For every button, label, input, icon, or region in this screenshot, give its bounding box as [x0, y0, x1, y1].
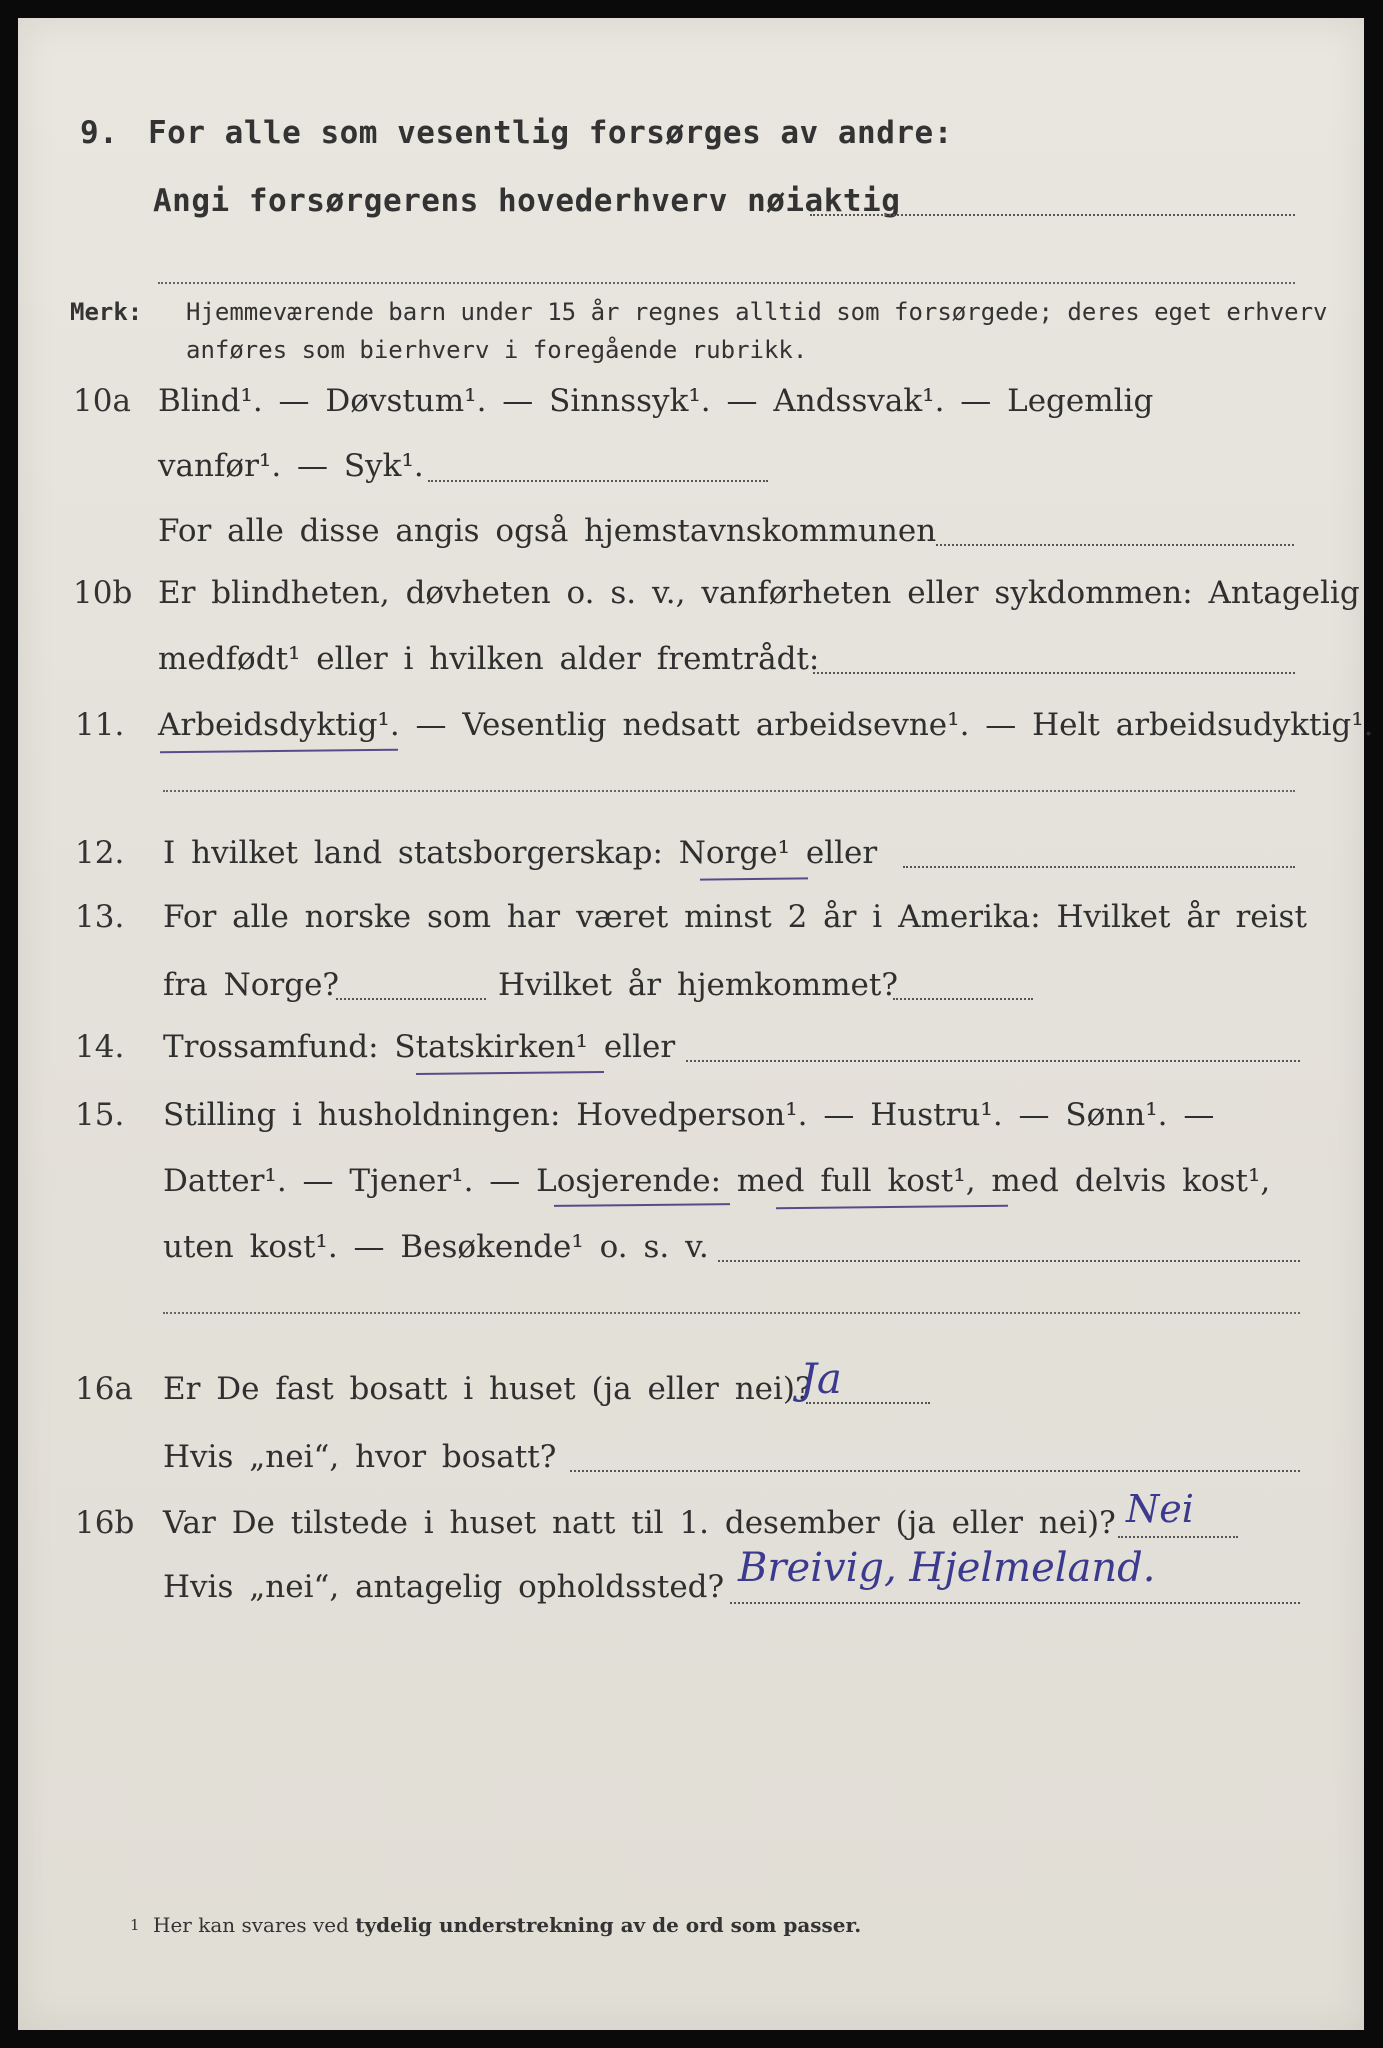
q10a-line2: vanfør¹. — Syk¹. [158, 448, 424, 484]
q16b-number: 16b [75, 1505, 135, 1541]
q10b-line2: medfødt¹ eller i hvilken alder fremtrådt: [158, 641, 820, 677]
q15-line2: Datter¹. — Tjener¹. — Losjerende: med full kost¹, med delvis kost¹, [163, 1163, 1271, 1199]
q14-underline-statskirken [416, 1071, 604, 1075]
q13-number: 13. [75, 899, 125, 935]
q16a-number: 16a [75, 1371, 133, 1407]
q13-hjemkommet-answer-line[interactable] [893, 998, 1033, 1000]
footnote-bold-text: tydelig understrekning av de ord som passer. [355, 1913, 862, 1937]
q15-underline-losjerende [554, 1203, 730, 1207]
merk-label: Merk: [70, 298, 143, 326]
q10a-hjemstavn-answer-line[interactable] [936, 544, 1294, 546]
q10b-number: 10b [73, 575, 133, 611]
census-form-page [18, 18, 1374, 2030]
q10a-line1: Blind¹. — Døvstum¹. — Sinnssyk¹. — Andssvak¹. — Legemlig [158, 383, 1154, 419]
q16a-line1: Er De fast bosatt i huset (ja eller nei)? [163, 1371, 812, 1407]
q16b-handwritten-answer: Nei [1126, 1487, 1194, 1531]
q10b-line1: Er blindheten, døvheten o. s. v., vanførheten eller sykdommen: Antagelig [158, 575, 1360, 611]
q11-underline-arbeidsdyktig [160, 749, 398, 753]
q12-line1: I hvilket land statsborgerskap: Norge¹ eller [163, 835, 878, 871]
q16b-opholdssted-answer-line[interactable] [730, 1602, 1300, 1604]
merk-line1: Hjemmeværende barn under 15 år regnes alltid som forsørgede; deres eget erhverv [186, 298, 1328, 326]
q10b-answer-line[interactable] [813, 672, 1295, 674]
q9-number: 9. [80, 115, 119, 151]
q12-underline-norge [700, 877, 808, 880]
footnote-plain-text: Her kan svares ved [153, 1913, 349, 1937]
q16a-bosatt-answer-line[interactable] [570, 1470, 1300, 1472]
q16b-line1: Var De tilstede i huset natt til 1. desember (ja eller nei)? [163, 1505, 1116, 1541]
q10a-number: 10a [73, 383, 131, 419]
q15-number: 15. [75, 1097, 125, 1133]
footnote-mark: 1 [130, 1916, 140, 1934]
q13-line1: For alle norske som har været minst 2 år i Amerika: Hvilket år reist [163, 899, 1307, 935]
q14-number: 14. [75, 1029, 125, 1065]
q16a-line2: Hvis „nei“, hvor bosatt? [163, 1439, 557, 1475]
q10a-line3: For alle disse angis også hjemstavnskommunen [158, 513, 937, 549]
q11-line1: Arbeidsdyktig¹. — Vesentlig nedsatt arbeidsevne¹. — Helt arbeidsudyktig¹. [158, 707, 1374, 743]
q14-line1: Trossamfund: Statskirken¹ eller [163, 1029, 676, 1065]
q12-answer-line[interactable] [903, 866, 1295, 868]
q9-answer-line-2[interactable] [158, 282, 1295, 284]
q11-number: 11. [75, 707, 125, 743]
q16b-line2: Hvis „nei“, antagelig opholdssted? [163, 1569, 725, 1605]
q12-number: 12. [75, 835, 125, 871]
q13-reist-answer-line[interactable] [336, 998, 486, 1000]
footnote-text [153, 1915, 861, 1935]
q16a-handwritten-answer: Ja [800, 1354, 842, 1403]
q15-answer-line-2[interactable] [163, 1312, 1300, 1314]
q9-line1: For alle som vesentlig forsørges av andre: [148, 115, 953, 151]
q11-answer-line[interactable] [163, 790, 1295, 792]
q16b-handwritten-opholdssted: Breivig, Hjelmeland. [738, 1545, 1156, 1591]
q14-answer-line[interactable] [686, 1060, 1300, 1062]
q10a-syk-answer-line[interactable] [428, 480, 768, 482]
q15-underline-full-kost [776, 1205, 1008, 1209]
q16b-answer-line[interactable] [1118, 1536, 1238, 1538]
q9-answer-line[interactable] [810, 214, 1295, 216]
q15-answer-line[interactable] [718, 1260, 1300, 1262]
q15-line3: uten kost¹. — Besøkende¹ o. s. v. [163, 1229, 709, 1265]
q13-line2a: fra Norge? [163, 967, 340, 1003]
merk-line2: anføres som bierhverv i foregående rubrikk. [186, 336, 808, 364]
q15-line1: Stilling i husholdningen: Hovedperson¹. — Hustru¹. — Sønn¹. — [163, 1097, 1215, 1133]
q13-line2b: Hvilket år hjemkommet? [498, 967, 898, 1003]
q9-line2: Angi forsørgerens hovederhverv nøiaktig [153, 183, 901, 219]
